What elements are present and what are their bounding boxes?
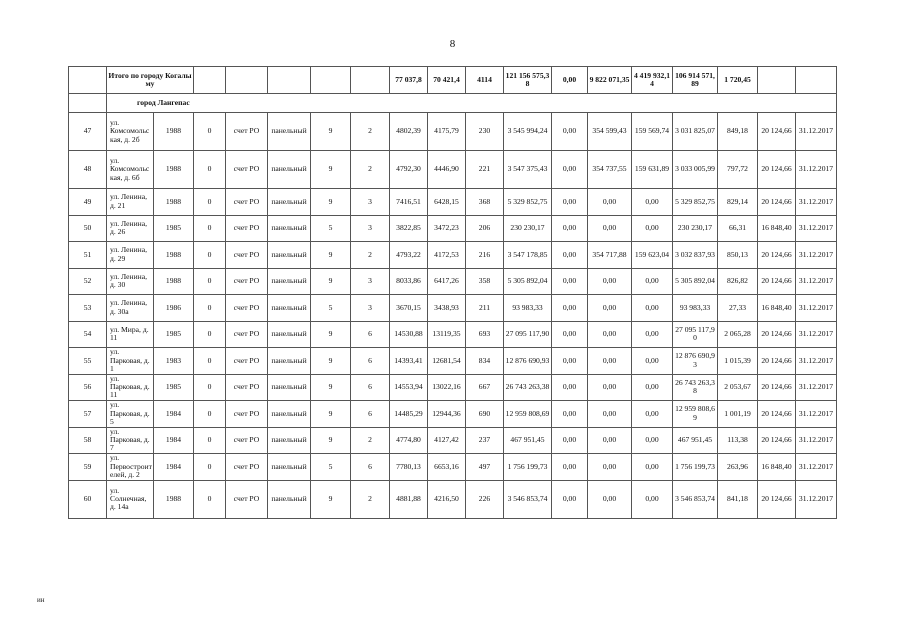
row-floors: 9 <box>311 401 351 428</box>
row-fund-fs: 0,00 <box>552 454 588 481</box>
row-fund-region: 0,00 <box>588 268 632 295</box>
row-fund-owners: 3 031 825,07 <box>673 113 718 151</box>
city-total-row <box>69 67 837 94</box>
row-fund-fs: 0,00 <box>552 242 588 269</box>
row-unit-cost: 263,96 <box>718 454 758 481</box>
row-fund-local: 0,00 <box>632 427 673 454</box>
row-year-overhaul: 0 <box>194 480 226 518</box>
row-fund-fs: 0,00 <box>552 321 588 348</box>
row-year-built: 1984 <box>154 454 194 481</box>
row-number: 49 <box>69 189 107 216</box>
row-area-total: 3822,85 <box>390 215 428 242</box>
table-row <box>69 295 837 322</box>
row-entrances: 2 <box>351 480 390 518</box>
row-funding-method: счет РО <box>226 268 268 295</box>
row-floors: 9 <box>311 151 351 189</box>
row-number: 58 <box>69 427 107 454</box>
row-area-living: 12681,54 <box>428 348 466 375</box>
city-section-label: город Лангепас <box>107 94 837 113</box>
total-cost: 121 156 575,38 <box>504 67 552 94</box>
row-fund-owners: 3 032 837,93 <box>673 242 718 269</box>
row-area-total: 4881,88 <box>390 480 428 518</box>
row-wall-material: панельный <box>268 321 311 348</box>
row-entrances: 6 <box>351 401 390 428</box>
row-fund-fs: 0,00 <box>552 401 588 428</box>
row-wall-material: панельный <box>268 215 311 242</box>
row-year-overhaul: 0 <box>194 401 226 428</box>
row-address: ул. Ленина, д. 21 <box>107 189 154 216</box>
row-fund-fs: 0,00 <box>552 480 588 518</box>
row-max-cost: 20 124,66 <box>758 401 796 428</box>
row-fund-owners: 3 546 853,74 <box>673 480 718 518</box>
row-wall-material: панельный <box>268 348 311 375</box>
row-year-built: 1983 <box>154 348 194 375</box>
row-wall-material: панельный <box>268 268 311 295</box>
table-row <box>69 215 837 242</box>
row-cost-total: 27 095 117,90 <box>504 321 552 348</box>
row-area-living: 4127,42 <box>428 427 466 454</box>
row-fund-owners: 93 983,33 <box>673 295 718 322</box>
row-fund-owners: 1 756 199,73 <box>673 454 718 481</box>
row-deadline: 31.12.2017 <box>796 348 837 375</box>
row-number: 48 <box>69 151 107 189</box>
row-year-built: 1988 <box>154 189 194 216</box>
row-area-total: 4802,39 <box>390 113 428 151</box>
row-area-living: 4446,90 <box>428 151 466 189</box>
row-funding-method: счет РО <box>226 321 268 348</box>
row-area-total: 4774,80 <box>390 427 428 454</box>
total-unit-cost: 1 720,45 <box>718 67 758 94</box>
row-cost-total: 3 547 178,85 <box>504 242 552 269</box>
row-fund-fs: 0,00 <box>552 427 588 454</box>
row-wall-material: панельный <box>268 113 311 151</box>
row-floors: 9 <box>311 189 351 216</box>
row-fund-fs: 0,00 <box>552 295 588 322</box>
row-deadline: 31.12.2017 <box>796 215 837 242</box>
row-residents: 221 <box>466 151 504 189</box>
row-entrances: 3 <box>351 215 390 242</box>
row-floors: 9 <box>311 480 351 518</box>
row-area-total: 14393,41 <box>390 348 428 375</box>
capital-repair-table <box>68 66 837 519</box>
row-deadline: 31.12.2017 <box>796 480 837 518</box>
row-residents: 230 <box>466 113 504 151</box>
row-fund-local: 0,00 <box>632 348 673 375</box>
row-residents: 693 <box>466 321 504 348</box>
row-funding-method: счет РО <box>226 401 268 428</box>
row-entrances: 2 <box>351 242 390 269</box>
row-fund-region: 0,00 <box>588 189 632 216</box>
row-fund-fs: 0,00 <box>552 374 588 401</box>
row-year-overhaul: 0 <box>194 215 226 242</box>
row-max-cost: 20 124,66 <box>758 321 796 348</box>
row-wall-material: панельный <box>268 480 311 518</box>
row-year-built: 1988 <box>154 480 194 518</box>
row-residents: 211 <box>466 295 504 322</box>
row-year-overhaul: 0 <box>194 268 226 295</box>
row-fund-region: 0,00 <box>588 427 632 454</box>
row-max-cost: 20 124,66 <box>758 242 796 269</box>
row-floors: 5 <box>311 454 351 481</box>
row-area-living: 4216,50 <box>428 480 466 518</box>
row-fund-local: 159 569,74 <box>632 113 673 151</box>
row-area-total: 3670,15 <box>390 295 428 322</box>
row-fund-owners: 12 876 690,93 <box>673 348 718 375</box>
row-fund-region: 354 737,55 <box>588 151 632 189</box>
row-deadline: 31.12.2017 <box>796 374 837 401</box>
row-cost-total: 12 959 808,69 <box>504 401 552 428</box>
row-number: 52 <box>69 268 107 295</box>
row-address: ул. Первостроителей, д. 2 <box>107 454 154 481</box>
row-fund-local: 159 631,89 <box>632 151 673 189</box>
row-fund-region: 0,00 <box>588 215 632 242</box>
row-area-living: 4175,79 <box>428 113 466 151</box>
row-max-cost: 20 124,66 <box>758 113 796 151</box>
row-funding-method: счет РО <box>226 427 268 454</box>
row-wall-material: панельный <box>268 295 311 322</box>
row-fund-owners: 230 230,17 <box>673 215 718 242</box>
row-year-overhaul: 0 <box>194 321 226 348</box>
row-cost-total: 3 546 853,74 <box>504 480 552 518</box>
row-wall-material: панельный <box>268 151 311 189</box>
row-max-cost: 20 124,66 <box>758 151 796 189</box>
row-number: 59 <box>69 454 107 481</box>
row-area-living: 13022,16 <box>428 374 466 401</box>
row-residents: 226 <box>466 480 504 518</box>
row-fund-local: 0,00 <box>632 215 673 242</box>
row-residents: 368 <box>466 189 504 216</box>
row-unit-cost: 2 053,67 <box>718 374 758 401</box>
row-wall-material: панельный <box>268 242 311 269</box>
row-floors: 9 <box>311 427 351 454</box>
row-address: ул. Ленина, д. 29 <box>107 242 154 269</box>
row-max-cost: 16 848,40 <box>758 295 796 322</box>
row-fund-region: 0,00 <box>588 401 632 428</box>
table-row <box>69 321 837 348</box>
row-address: ул. Ленина, д. 30а <box>107 295 154 322</box>
row-deadline: 31.12.2017 <box>796 268 837 295</box>
row-deadline: 31.12.2017 <box>796 454 837 481</box>
row-fund-region: 0,00 <box>588 321 632 348</box>
row-area-total: 7416,51 <box>390 189 428 216</box>
row-wall-material: панельный <box>268 427 311 454</box>
row-residents: 834 <box>466 348 504 375</box>
total-fund-region: 9 822 071,35 <box>588 67 632 94</box>
row-area-total: 4792,30 <box>390 151 428 189</box>
row-funding-method: счет РО <box>226 480 268 518</box>
row-wall-material: панельный <box>268 374 311 401</box>
row-address: ул. Парковая, д. 1 <box>107 348 154 375</box>
row-deadline: 31.12.2017 <box>796 242 837 269</box>
row-floors: 9 <box>311 348 351 375</box>
row-funding-method: счет РО <box>226 189 268 216</box>
row-funding-method: счет РО <box>226 113 268 151</box>
row-cost-total: 3 547 375,43 <box>504 151 552 189</box>
row-area-total: 14553,94 <box>390 374 428 401</box>
row-cost-total: 1 756 199,73 <box>504 454 552 481</box>
row-address: ул. Солнечная, д. 14а <box>107 480 154 518</box>
row-max-cost: 20 124,66 <box>758 189 796 216</box>
row-unit-cost: 27,33 <box>718 295 758 322</box>
row-area-living: 3472,23 <box>428 215 466 242</box>
row-cost-total: 230 230,17 <box>504 215 552 242</box>
row-number: 55 <box>69 348 107 375</box>
row-unit-cost: 850,13 <box>718 242 758 269</box>
row-year-built: 1985 <box>154 215 194 242</box>
row-entrances: 2 <box>351 427 390 454</box>
row-wall-material: панельный <box>268 189 311 216</box>
total-fund-owners: 106 914 571,89 <box>673 67 718 94</box>
row-fund-region: 0,00 <box>588 348 632 375</box>
row-fund-region: 354 717,88 <box>588 242 632 269</box>
row-funding-method: счет РО <box>226 374 268 401</box>
row-address: ул. Парковая, д. 11 <box>107 374 154 401</box>
row-area-living: 4172,53 <box>428 242 466 269</box>
row-max-cost: 20 124,66 <box>758 348 796 375</box>
row-year-built: 1988 <box>154 151 194 189</box>
row-area-total: 14530,88 <box>390 321 428 348</box>
row-fund-local: 0,00 <box>632 374 673 401</box>
row-floors: 9 <box>311 113 351 151</box>
row-residents: 216 <box>466 242 504 269</box>
row-funding-method: счет РО <box>226 215 268 242</box>
row-floors: 5 <box>311 215 351 242</box>
row-residents: 206 <box>466 215 504 242</box>
row-funding-method: счет РО <box>226 242 268 269</box>
row-cost-total: 5 305 892,04 <box>504 268 552 295</box>
row-floors: 9 <box>311 321 351 348</box>
row-funding-method: счет РО <box>226 295 268 322</box>
row-number: 60 <box>69 480 107 518</box>
row-area-total: 8033,86 <box>390 268 428 295</box>
row-area-total: 14485,29 <box>390 401 428 428</box>
row-cost-total: 12 876 690,93 <box>504 348 552 375</box>
row-fund-region: 0,00 <box>588 480 632 518</box>
row-year-built: 1984 <box>154 427 194 454</box>
row-number: 51 <box>69 242 107 269</box>
row-number: 54 <box>69 321 107 348</box>
row-funding-method: счет РО <box>226 454 268 481</box>
row-residents: 237 <box>466 427 504 454</box>
row-fund-region: 354 599,43 <box>588 113 632 151</box>
row-address: ул. Парковая, д. 7 <box>107 427 154 454</box>
table-row <box>69 348 837 375</box>
row-floors: 9 <box>311 242 351 269</box>
row-entrances: 2 <box>351 151 390 189</box>
row-number: 56 <box>69 374 107 401</box>
row-unit-cost: 829,14 <box>718 189 758 216</box>
footer-mark: ин <box>37 596 45 604</box>
row-year-overhaul: 0 <box>194 242 226 269</box>
row-fund-region: 0,00 <box>588 374 632 401</box>
row-fund-region: 0,00 <box>588 295 632 322</box>
row-residents: 690 <box>466 401 504 428</box>
table-row <box>69 242 837 269</box>
row-deadline: 31.12.2017 <box>796 151 837 189</box>
total-fund-fs: 0,00 <box>552 67 588 94</box>
row-max-cost: 16 848,40 <box>758 215 796 242</box>
row-year-built: 1988 <box>154 268 194 295</box>
row-fund-fs: 0,00 <box>552 268 588 295</box>
row-wall-material: панельный <box>268 401 311 428</box>
row-year-built: 1985 <box>154 374 194 401</box>
page-number: 8 <box>449 38 456 50</box>
row-deadline: 31.12.2017 <box>796 295 837 322</box>
row-fund-owners: 27 095 117,90 <box>673 321 718 348</box>
row-area-living: 13119,35 <box>428 321 466 348</box>
table-row <box>69 268 837 295</box>
row-fund-local: 0,00 <box>632 454 673 481</box>
row-residents: 667 <box>466 374 504 401</box>
row-year-built: 1984 <box>154 401 194 428</box>
row-area-living: 12944,36 <box>428 401 466 428</box>
row-fund-region: 0,00 <box>588 454 632 481</box>
row-deadline: 31.12.2017 <box>796 401 837 428</box>
row-fund-local: 0,00 <box>632 295 673 322</box>
row-cost-total: 467 951,45 <box>504 427 552 454</box>
row-entrances: 2 <box>351 113 390 151</box>
row-fund-fs: 0,00 <box>552 348 588 375</box>
row-max-cost: 16 848,40 <box>758 454 796 481</box>
row-residents: 497 <box>466 454 504 481</box>
row-fund-local: 0,00 <box>632 189 673 216</box>
row-address: ул. Комсомольская, д. 6б <box>107 151 154 189</box>
row-entrances: 3 <box>351 268 390 295</box>
city-total-label: Итого по городу Когалыму <box>107 67 194 94</box>
row-area-living: 6653,16 <box>428 454 466 481</box>
row-fund-local: 0,00 <box>632 268 673 295</box>
row-year-overhaul: 0 <box>194 189 226 216</box>
row-year-overhaul: 0 <box>194 348 226 375</box>
row-area-total: 4793,22 <box>390 242 428 269</box>
row-unit-cost: 66,31 <box>718 215 758 242</box>
row-fund-local: 0,00 <box>632 401 673 428</box>
row-floors: 9 <box>311 374 351 401</box>
row-funding-method: счет РО <box>226 348 268 375</box>
table-row <box>69 454 837 481</box>
row-address: ул. Парковая, д. 5 <box>107 401 154 428</box>
row-fund-fs: 0,00 <box>552 189 588 216</box>
row-deadline: 31.12.2017 <box>796 113 837 151</box>
row-year-overhaul: 0 <box>194 454 226 481</box>
table-row <box>69 480 837 518</box>
table-row <box>69 401 837 428</box>
row-max-cost: 20 124,66 <box>758 480 796 518</box>
row-area-total: 7780,13 <box>390 454 428 481</box>
total-area-living: 70 421,4 <box>428 67 466 94</box>
row-fund-fs: 0,00 <box>552 151 588 189</box>
row-fund-owners: 12 959 808,69 <box>673 401 718 428</box>
row-fund-owners: 5 329 852,75 <box>673 189 718 216</box>
row-cost-total: 3 545 994,24 <box>504 113 552 151</box>
row-year-built: 1988 <box>154 113 194 151</box>
row-fund-owners: 467 951,45 <box>673 427 718 454</box>
row-year-built: 1985 <box>154 321 194 348</box>
row-unit-cost: 841,18 <box>718 480 758 518</box>
row-year-overhaul: 0 <box>194 151 226 189</box>
row-residents: 358 <box>466 268 504 295</box>
row-unit-cost: 1 001,19 <box>718 401 758 428</box>
row-deadline: 31.12.2017 <box>796 321 837 348</box>
row-fund-local: 0,00 <box>632 480 673 518</box>
row-max-cost: 20 124,66 <box>758 268 796 295</box>
row-unit-cost: 1 015,39 <box>718 348 758 375</box>
row-entrances: 3 <box>351 295 390 322</box>
row-year-overhaul: 0 <box>194 374 226 401</box>
row-entrances: 3 <box>351 189 390 216</box>
row-unit-cost: 849,18 <box>718 113 758 151</box>
table-row <box>69 374 837 401</box>
row-address: ул. Ленина, д. 26 <box>107 215 154 242</box>
table-row <box>69 189 837 216</box>
row-number: 53 <box>69 295 107 322</box>
row-deadline: 31.12.2017 <box>796 189 837 216</box>
table-row <box>69 427 837 454</box>
row-wall-material: панельный <box>268 454 311 481</box>
row-year-overhaul: 0 <box>194 427 226 454</box>
city-section-row <box>69 94 837 113</box>
row-number: 47 <box>69 113 107 151</box>
row-unit-cost: 797,72 <box>718 151 758 189</box>
row-address: ул. Мира, д. 11 <box>107 321 154 348</box>
row-fund-fs: 0,00 <box>552 215 588 242</box>
row-fund-owners: 5 305 892,04 <box>673 268 718 295</box>
row-year-overhaul: 0 <box>194 295 226 322</box>
row-unit-cost: 826,82 <box>718 268 758 295</box>
row-entrances: 6 <box>351 321 390 348</box>
row-year-built: 1986 <box>154 295 194 322</box>
row-entrances: 6 <box>351 454 390 481</box>
row-fund-owners: 3 033 005,99 <box>673 151 718 189</box>
row-floors: 5 <box>311 295 351 322</box>
row-max-cost: 20 124,66 <box>758 374 796 401</box>
row-fund-fs: 0,00 <box>552 113 588 151</box>
row-area-living: 6417,26 <box>428 268 466 295</box>
row-fund-local: 159 623,04 <box>632 242 673 269</box>
row-cost-total: 26 743 263,38 <box>504 374 552 401</box>
total-area-total: 77 037,8 <box>390 67 428 94</box>
table-row <box>69 151 837 189</box>
row-number: 57 <box>69 401 107 428</box>
row-entrances: 6 <box>351 374 390 401</box>
table-row <box>69 113 837 151</box>
row-year-built: 1988 <box>154 242 194 269</box>
row-fund-local: 0,00 <box>632 321 673 348</box>
row-address: ул. Комсомольская, д. 2б <box>107 113 154 151</box>
row-unit-cost: 113,38 <box>718 427 758 454</box>
row-address: ул. Ленина, д. 30 <box>107 268 154 295</box>
row-area-living: 6428,15 <box>428 189 466 216</box>
row-area-living: 3438,93 <box>428 295 466 322</box>
total-residents: 4114 <box>466 67 504 94</box>
row-fund-owners: 26 743 263,38 <box>673 374 718 401</box>
row-deadline: 31.12.2017 <box>796 427 837 454</box>
row-number: 50 <box>69 215 107 242</box>
row-year-overhaul: 0 <box>194 113 226 151</box>
total-fund-local: 4 419 932,14 <box>632 67 673 94</box>
row-entrances: 6 <box>351 348 390 375</box>
row-unit-cost: 2 065,28 <box>718 321 758 348</box>
row-cost-total: 93 983,33 <box>504 295 552 322</box>
row-cost-total: 5 329 852,75 <box>504 189 552 216</box>
row-max-cost: 20 124,66 <box>758 427 796 454</box>
row-floors: 9 <box>311 268 351 295</box>
row-funding-method: счет РО <box>226 151 268 189</box>
